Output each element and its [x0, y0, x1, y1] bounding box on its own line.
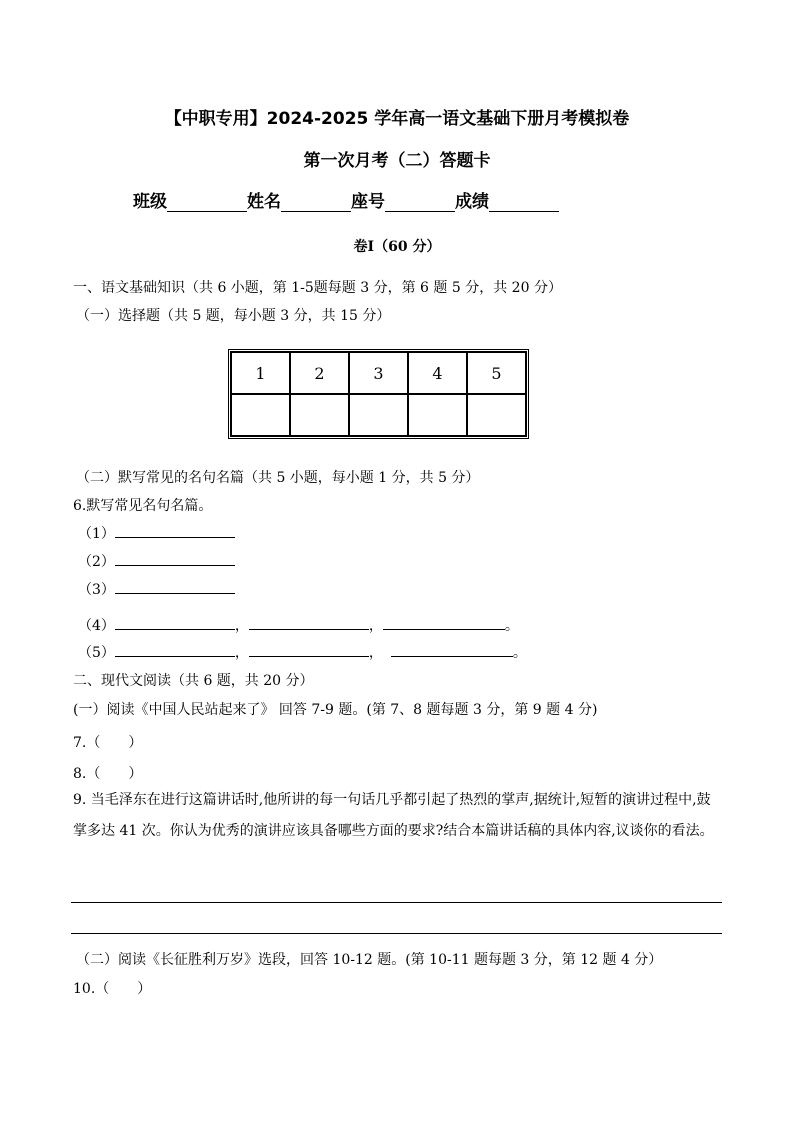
fill-row-3	[78, 579, 235, 599]
fill-label: （3）	[78, 582, 115, 598]
answer-table	[228, 349, 529, 439]
table-header-row	[231, 352, 526, 394]
name-field[interactable]	[281, 191, 351, 212]
question-10: 10.（ ）	[73, 981, 152, 997]
answer-cell[interactable]	[290, 394, 349, 436]
fill-blank[interactable]	[249, 615, 369, 630]
score-field[interactable]	[489, 191, 559, 212]
table-header-cell: 5	[467, 352, 526, 394]
fill-blank[interactable]	[249, 642, 369, 657]
answer-line[interactable]	[71, 933, 722, 934]
fill-label: （5）	[78, 645, 115, 661]
fill-blank[interactable]	[115, 579, 235, 594]
section-heading: 卷Ⅰ（60 分）	[353, 239, 441, 255]
fill-row-5	[78, 642, 527, 662]
class-field[interactable]	[167, 191, 247, 212]
answer-cell[interactable]	[408, 394, 467, 436]
score-label: 成绩	[455, 192, 489, 212]
comma: ，	[234, 645, 249, 661]
fill-row-1	[78, 523, 235, 543]
fill-blank[interactable]	[115, 551, 235, 566]
table-header-cell: 3	[349, 352, 408, 394]
dictation-subheading: （二）默写常见的名句名篇（共 5 小题，每小题 1 分，共 5 分）	[76, 470, 480, 486]
fill-row-2	[78, 551, 235, 571]
table-header-cell: 2	[290, 352, 349, 394]
answer-cell[interactable]	[349, 394, 408, 436]
reading-two-heading: （二）阅读《长征胜利万岁》选段，回答 10-12 题。(第 10-11 题每题 3 分，第 12 题 4 分）	[76, 952, 663, 968]
question-9: 9. 当毛泽东在进行这篇讲话时,他所讲的每一句话几乎都引起了热烈的掌声,据统计,短暂的演讲过程中,鼓掌多达 41 次。你认为优秀的演讲应该具备哪些方面的要求?结合本篇讲话稿的具体内容,议谈你的看法。	[73, 792, 714, 839]
fill-blank[interactable]	[115, 523, 235, 538]
part-two-heading: 二、现代文阅读（共 6 题，共 20 分）	[73, 673, 314, 689]
part-one-heading: 一、语文基础知识（共 6 小题，第 1-5题每题 3 分，第 6 题 5 分，共 20 分）	[73, 280, 562, 296]
comma: ，	[368, 618, 383, 634]
seat-label: 座号	[351, 192, 385, 212]
table-header-cell: 1	[231, 352, 290, 394]
question-7: 7.（ ）	[73, 735, 143, 751]
fill-blank[interactable]	[115, 642, 235, 657]
comma: ，	[234, 618, 249, 634]
question-8: 8.（ ）	[73, 766, 143, 782]
fill-label: （2）	[78, 554, 115, 570]
reading-one-heading: (一）阅读《中国人民站起来了》 回答 7-9 题。(第 7、8 题每题 3 分，第 9 题 4 分)	[73, 702, 598, 718]
fill-label: （1）	[78, 526, 115, 542]
table-header-cell: 4	[408, 352, 467, 394]
period: 。	[504, 618, 519, 634]
class-label: 班级	[133, 192, 167, 212]
page-subtitle: 第一次月考（二）答题卡	[303, 151, 491, 171]
period: 。	[512, 645, 527, 661]
fill-blank[interactable]	[391, 642, 513, 657]
fill-blank[interactable]	[115, 615, 235, 630]
fill-label: （4）	[78, 618, 115, 634]
choice-subheading: （一）选择题（共 5 题，每小题 3 分，共 15 分）	[76, 308, 391, 324]
answer-cell[interactable]	[231, 394, 290, 436]
page-title: 【中职专用】2024-2025 学年高一语文基础下册月考模拟卷	[164, 109, 630, 129]
fill-blank[interactable]	[383, 615, 505, 630]
fill-row-4	[78, 615, 519, 635]
student-info-row	[133, 187, 559, 212]
name-label: 姓名	[247, 192, 281, 212]
comma: ，	[368, 645, 383, 661]
table-answer-row	[231, 394, 526, 436]
question-6: 6.默写常见名句名篇。	[73, 498, 213, 514]
answer-cell[interactable]	[467, 394, 526, 436]
answer-line[interactable]	[71, 902, 722, 903]
seat-field[interactable]	[385, 191, 455, 212]
